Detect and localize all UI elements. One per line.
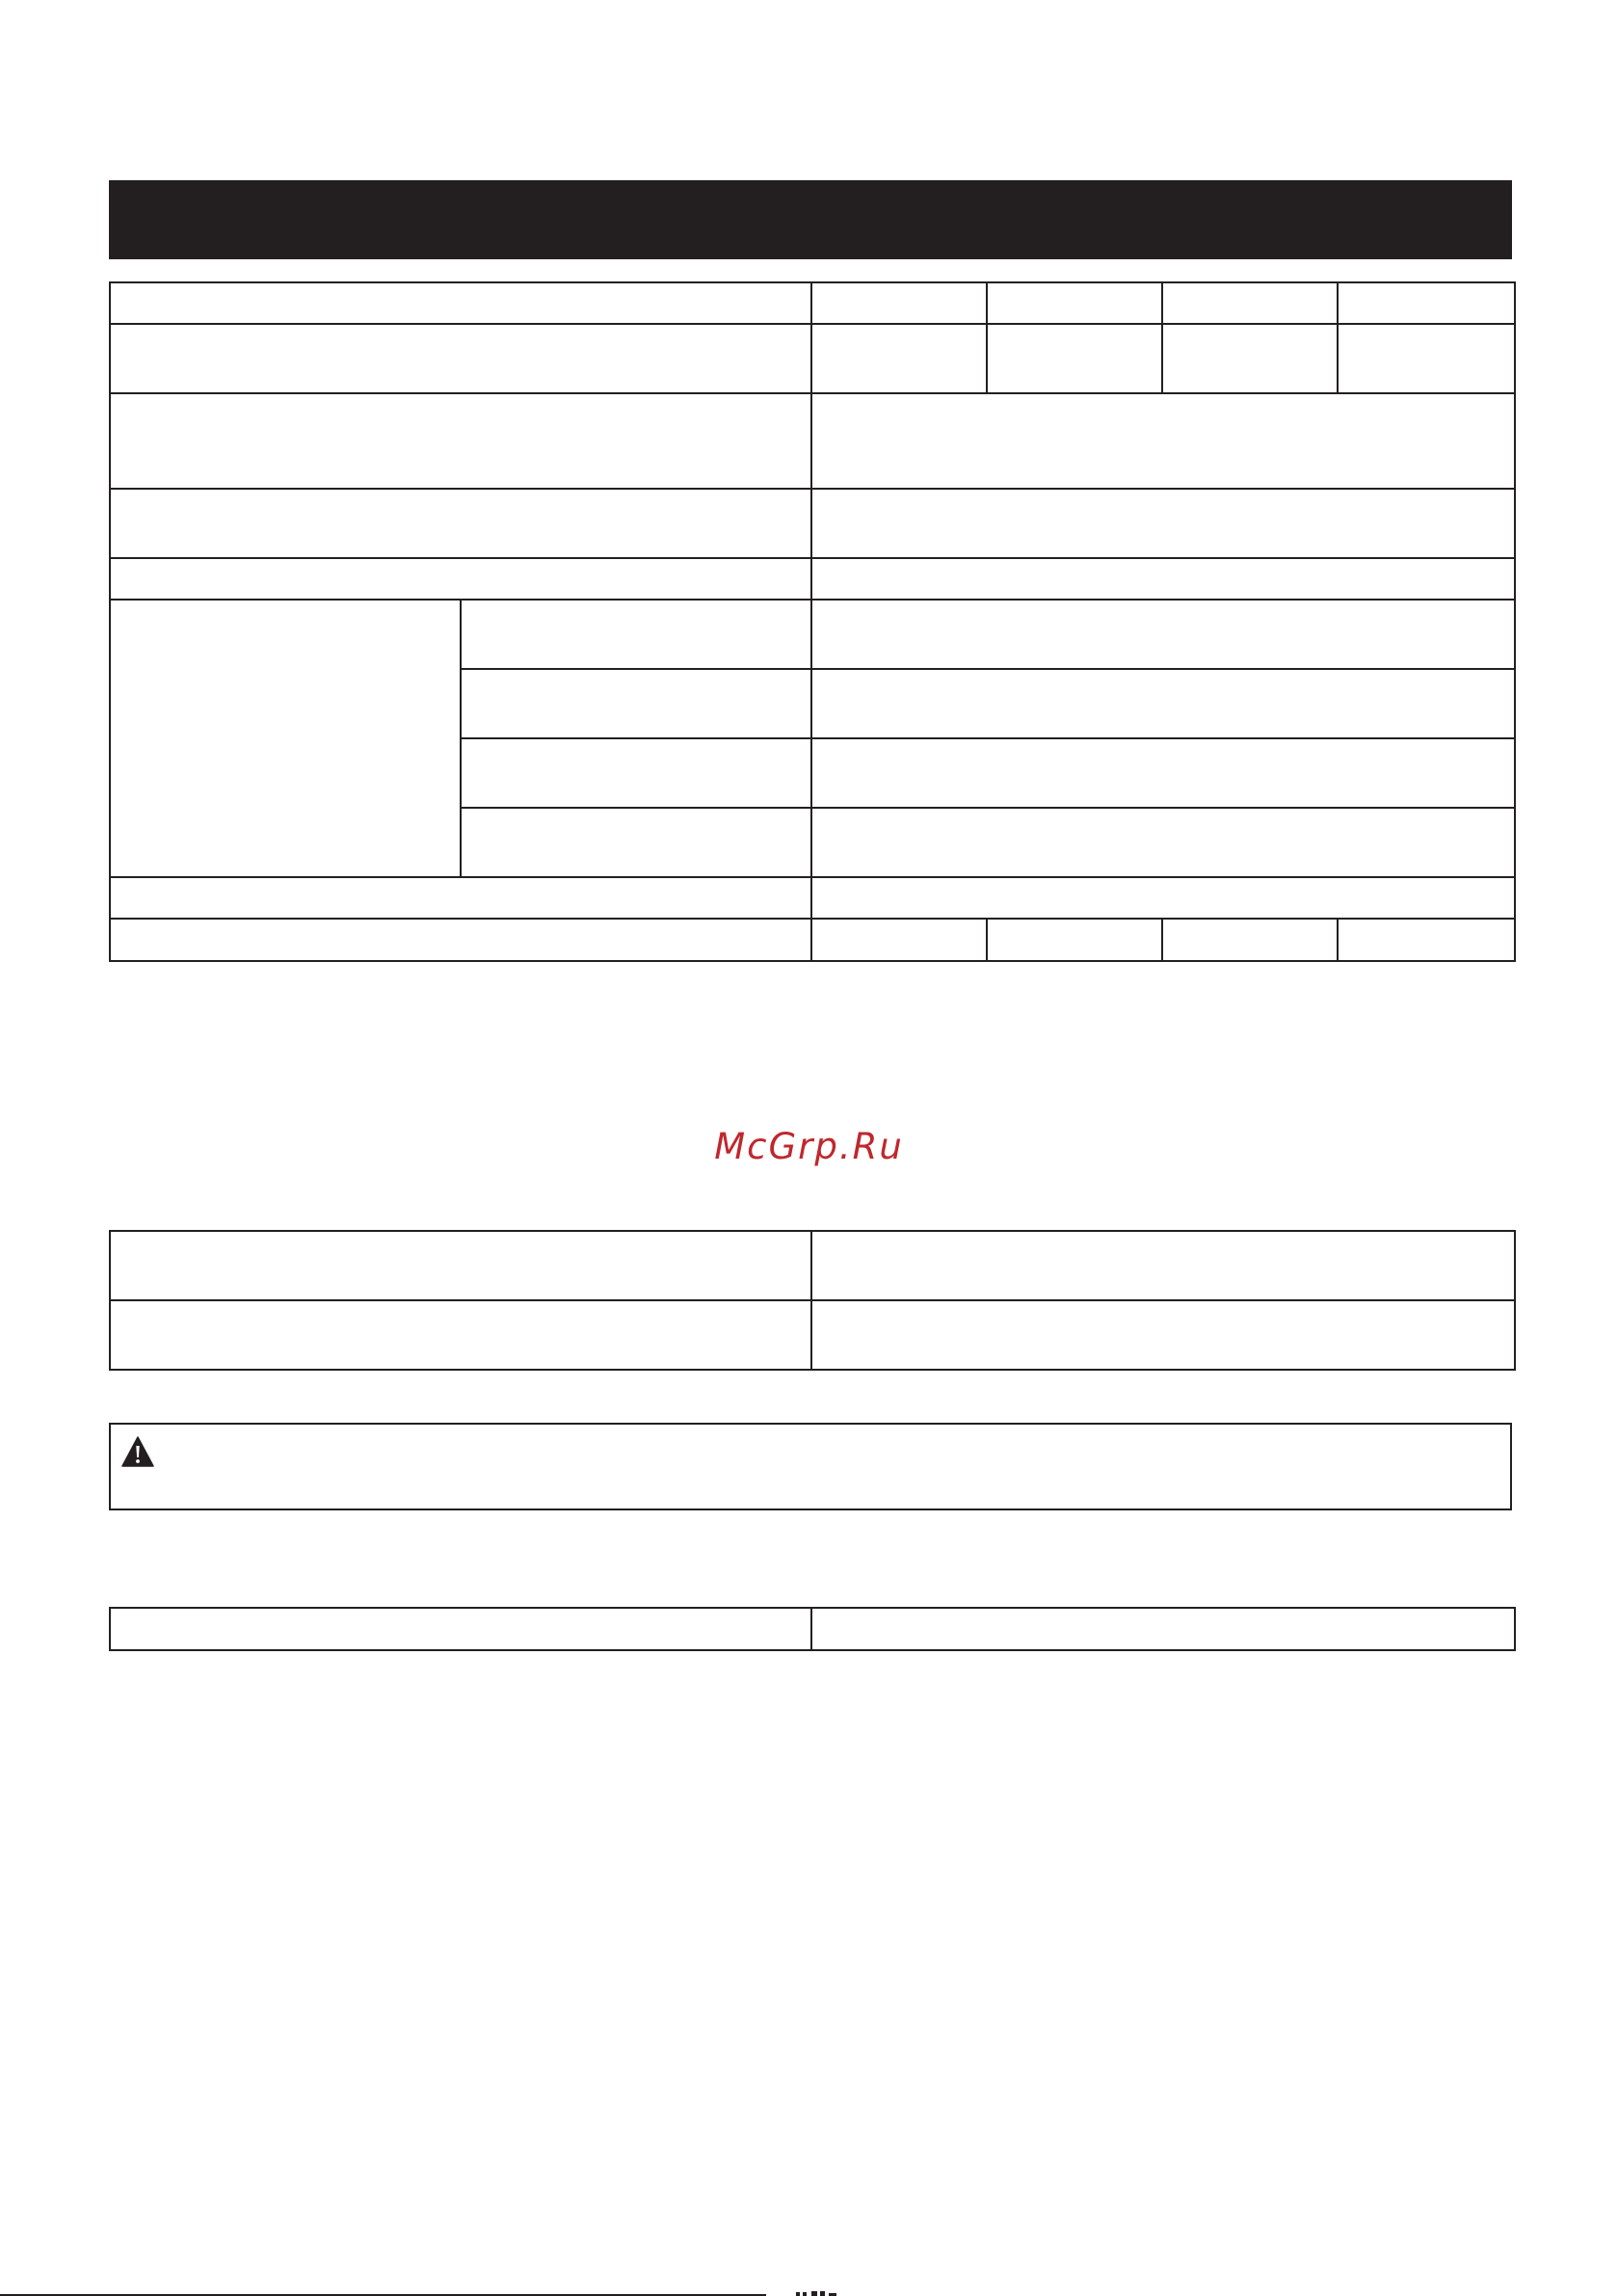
table-cell: [110, 1231, 811, 1300]
table-cell: [110, 324, 811, 393]
table-cell: [811, 393, 1515, 489]
table-cell: [110, 558, 811, 600]
table-cell: [110, 282, 811, 324]
specifications-table: [109, 281, 1516, 962]
table-row: [110, 393, 1515, 489]
table-cell: [461, 808, 811, 877]
table-cell: [1338, 919, 1515, 961]
table-cell: [1162, 282, 1338, 324]
table-cell: [811, 919, 987, 961]
table-row: [110, 1231, 1515, 1300]
noise-table: [109, 1230, 1516, 1371]
table-row: [110, 282, 1515, 324]
table-cell: [461, 600, 811, 669]
table-cell: [811, 808, 1515, 877]
table-cell: [1162, 919, 1338, 961]
table-cell: [110, 600, 461, 877]
table-cell: [811, 489, 1515, 558]
table-row: [110, 489, 1515, 558]
table-cell: [811, 877, 1515, 919]
table-cell: [461, 669, 811, 738]
table-cell: [987, 282, 1162, 324]
table-row: [110, 1608, 1515, 1650]
table-row: [110, 919, 1515, 961]
vibration-table: [109, 1607, 1516, 1651]
table-row: [110, 558, 1515, 600]
table-cell: [110, 919, 811, 961]
table-cell: [987, 324, 1162, 393]
table-cell: [110, 877, 811, 919]
table-cell: [811, 738, 1515, 808]
table-row: [110, 600, 1515, 669]
warning-box: [109, 1423, 1512, 1510]
table-cell: [811, 1300, 1515, 1370]
table-cell: [110, 489, 811, 558]
table-cell: [811, 600, 1515, 669]
warning-triangle-icon: [121, 1436, 154, 1467]
table-cell: [1162, 324, 1338, 393]
table-cell: [811, 1608, 1515, 1650]
table-cell: [1338, 324, 1515, 393]
table-cell: [110, 393, 811, 489]
table-row: [110, 877, 1515, 919]
table-cell: [1338, 282, 1515, 324]
table-cell: [987, 919, 1162, 961]
table-cell: [811, 1231, 1515, 1300]
table-cell: [811, 282, 987, 324]
section-header-bar: [109, 180, 1512, 259]
table-cell: [811, 558, 1515, 600]
watermark-text: McGrp.Ru: [714, 1126, 904, 1167]
table-row: [110, 1300, 1515, 1370]
table-cell: [811, 324, 987, 393]
table-cell: [461, 738, 811, 808]
table-cell: [110, 1300, 811, 1370]
table-cell: [811, 669, 1515, 738]
footer-marks: [796, 2290, 844, 2296]
table-cell: [110, 1608, 811, 1650]
table-row: [110, 324, 1515, 393]
